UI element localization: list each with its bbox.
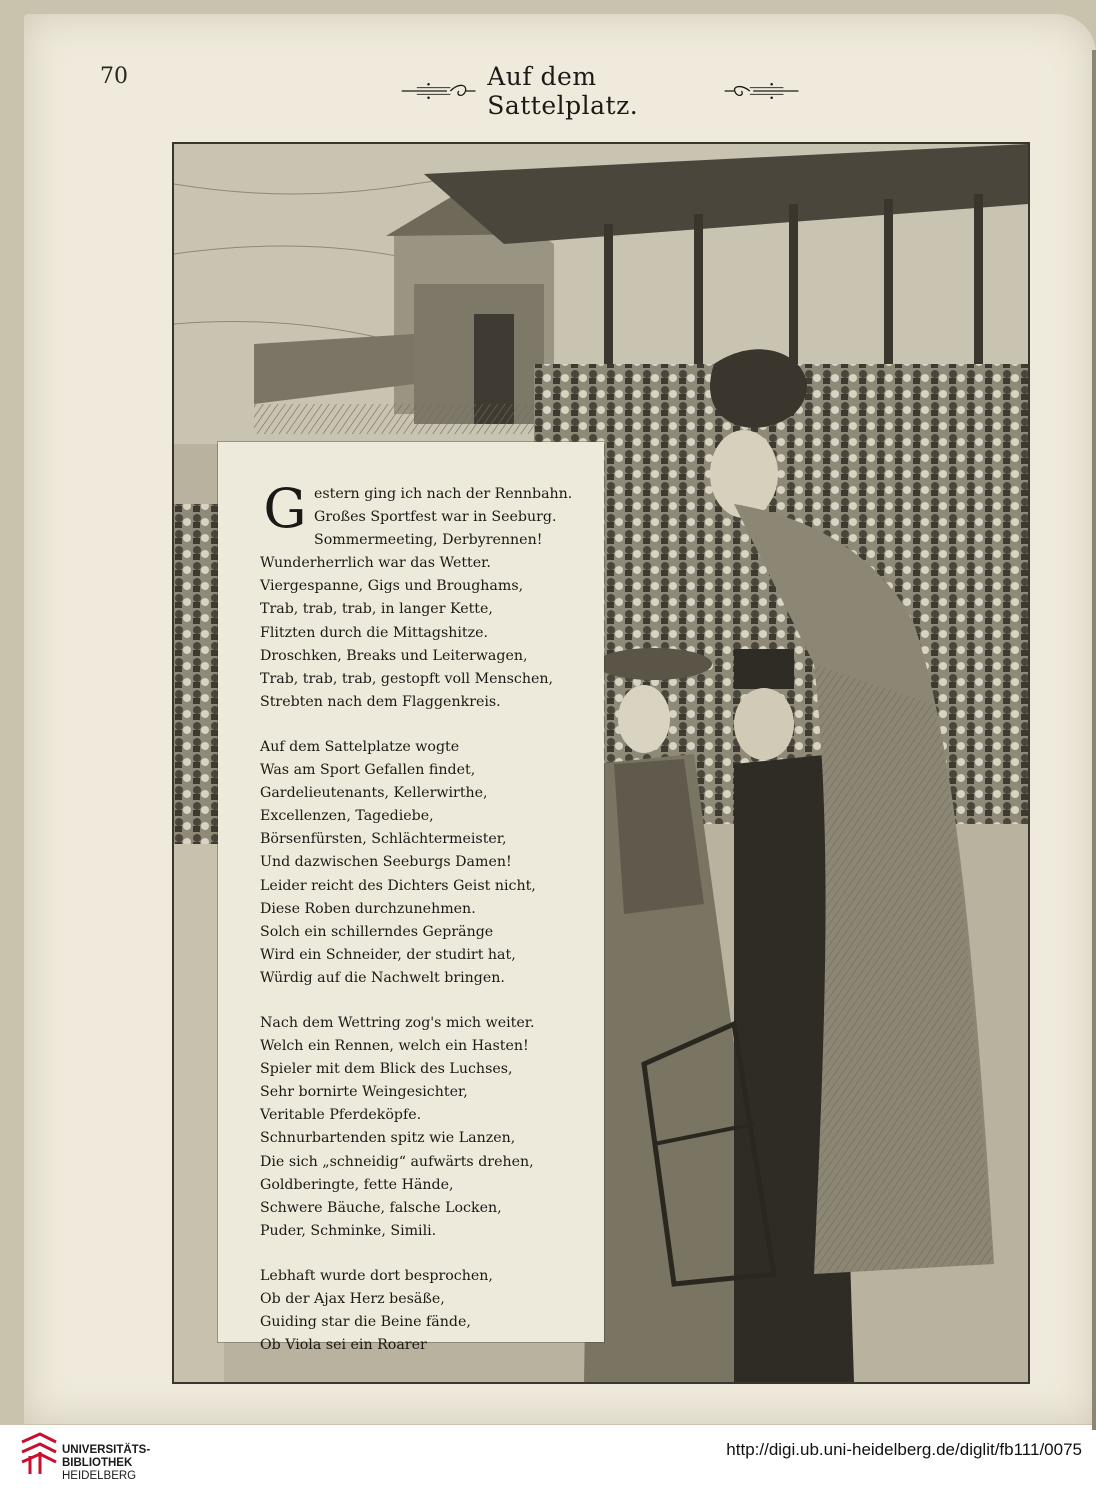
running-header xyxy=(400,62,800,120)
poem-line: Ob der Ajax Herz besäße, xyxy=(260,1291,445,1307)
poem-line: Veritable Pferdeköpfe. xyxy=(260,1107,422,1124)
running-title: Auf dem Sattelplatz. xyxy=(487,62,639,120)
poem-line: Flitzten durch die Mittagshitze. xyxy=(260,624,489,641)
poem-line: Droschken, Breaks und Leiterwagen, xyxy=(260,647,528,664)
drop-cap-initial: G xyxy=(263,476,307,540)
poem-line: Trab, trab, trab, in langer Kette, xyxy=(260,601,493,618)
poem-line: Lebhaft wurde dort besprochen, xyxy=(260,1267,493,1284)
poem-line: Puder, Schminke, Simili. xyxy=(260,1222,437,1239)
poem-line: Börsenfürsten, Schlächtermeister, xyxy=(260,831,507,848)
poem-line: Trab, trab, trab, gestopft voll Menschen, xyxy=(260,670,554,687)
stanza-3 xyxy=(260,1012,600,1243)
poem-line: Guiding star die Beine fände, xyxy=(260,1314,471,1331)
poem-line: Was am Sport Gefallen findet, xyxy=(260,762,476,779)
stanza-2 xyxy=(260,736,600,990)
stanza-1 xyxy=(260,483,600,714)
poem-line: Sehr bornirte Weingesichter, xyxy=(260,1084,468,1101)
library-name-line: BIBLIOTHEK xyxy=(62,1457,133,1469)
poem-line: Großes Sportfest war in Seeburg. xyxy=(314,509,557,526)
poem-line: Wird ein Schneider, der studirt hat, xyxy=(260,946,516,963)
right-ornament-icon xyxy=(723,79,800,103)
poem-line: Nach dem Wettring zog's mich weiter. xyxy=(260,1014,535,1031)
poem-line: Wunderherrlich war das Wetter. xyxy=(260,555,491,572)
poem-line: Auf dem Sattelplatze wogte xyxy=(260,738,460,755)
page-edge xyxy=(1092,50,1096,1430)
poem-line: Sommermeeting, Derbyrennen! xyxy=(314,532,543,549)
library-name-line: UNIVERSITÄTS- xyxy=(62,1444,151,1456)
poem-line: Gardelieutenants, Kellerwirthe, xyxy=(260,785,488,802)
library-name xyxy=(62,1444,150,1483)
poem-line: Solch ein schillerndes Gepränge xyxy=(260,923,494,940)
left-ornament-icon xyxy=(400,79,477,103)
poem-line: Ob Viola sei ein Roarer xyxy=(260,1337,427,1354)
poem-line: Goldberingte, fette Hände, xyxy=(260,1176,454,1193)
poem-line: Leider reicht des Dichters Geist nicht, xyxy=(260,877,536,894)
poem-line: Spieler mit dem Blick des Luchses, xyxy=(260,1061,513,1078)
poem-line: Welch ein Rennen, welch ein Hasten! xyxy=(260,1038,529,1055)
poem-line: Schnurbartenden spitz wie Lanzen, xyxy=(260,1130,516,1147)
poem-line: estern ging ich nach der Rennbahn. xyxy=(314,486,573,502)
poem-line: Und dazwischen Seeburgs Damen! xyxy=(260,854,512,871)
poem-line: Viergespanne, Gigs und Broughams, xyxy=(260,578,524,595)
poem-text xyxy=(260,483,600,1379)
page-number: 70 xyxy=(100,64,128,89)
poem-line: Excellenzen, Tagediebe, xyxy=(260,808,434,825)
poem-line: Die sich „schneidig“ aufwärts drehen, xyxy=(260,1153,534,1170)
poem-line: Strebten nach dem Flaggenkreis. xyxy=(260,693,501,710)
library-name-line: HEIDELBERG xyxy=(62,1470,137,1482)
source-url-link[interactable]: http://digi.ub.uni-heidelberg.de/diglit/fb111/0075 xyxy=(726,1440,1082,1459)
poem-line: Schwere Bäuche, falsche Locken, xyxy=(260,1199,502,1216)
stanza-4 xyxy=(260,1265,600,1357)
poem-line: Diese Roben durchzunehmen. xyxy=(260,900,476,917)
library-logo-icon xyxy=(20,1432,58,1476)
poem-line: Würdig auf die Nachwelt bringen. xyxy=(260,969,505,986)
